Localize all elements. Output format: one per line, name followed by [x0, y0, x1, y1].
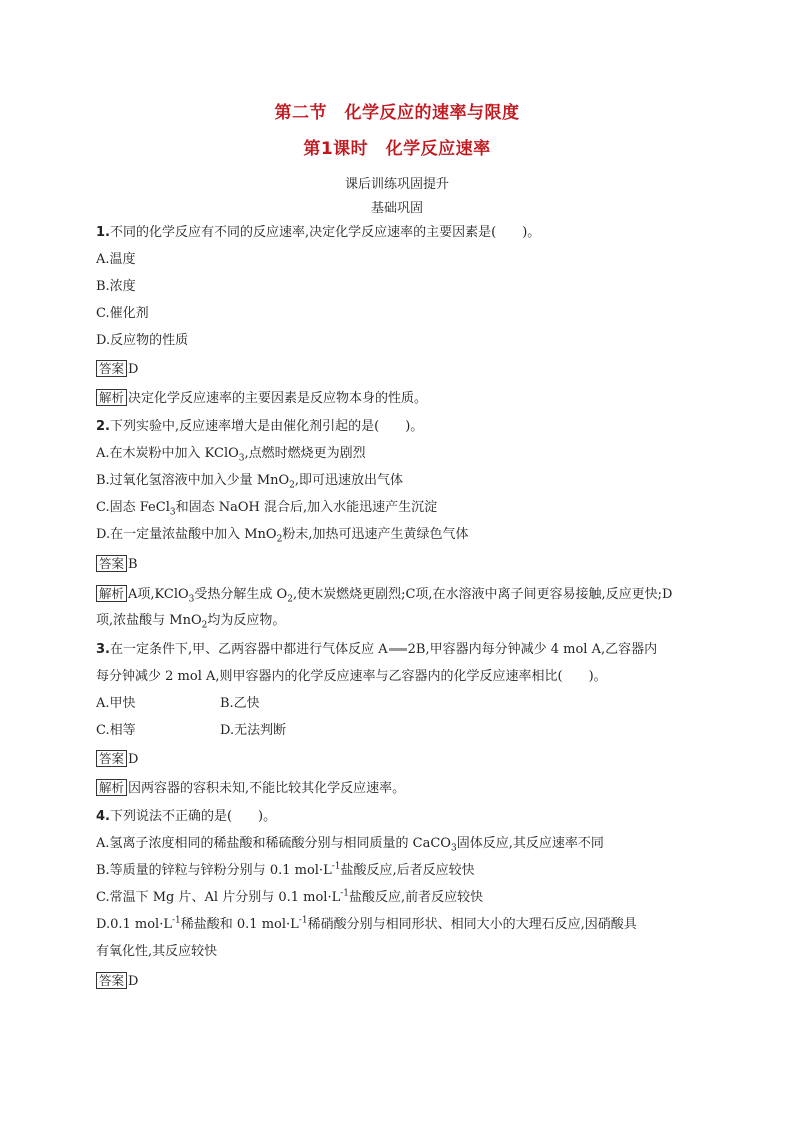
question-number: 3.	[96, 642, 110, 657]
q1-option-a: A.温度	[96, 252, 136, 267]
section-title: 第二节 化学反应的速率与限度	[274, 103, 520, 123]
analysis-label: 解析	[96, 389, 127, 406]
question-number: 4.	[96, 809, 110, 824]
answer-label: 答案	[96, 750, 127, 767]
q1-analysis: 解析 决定化学反应速率的主要因素是反应物本身的性质。	[96, 389, 706, 408]
q4-option-a: A.氢离子浓度相同的稀盐酸和稀硫酸分别与相同质量的 CaCO$_3$固体反应,其反应速率不同	[96, 836, 604, 854]
q1-option-b: B.浓度	[96, 279, 136, 294]
q3-option-b: B.乙快	[220, 696, 260, 711]
practice-subtitle: 课后训练巩固提升	[344, 177, 449, 192]
q1-answer: 答案 D	[96, 360, 706, 379]
answer-label: 答案	[96, 555, 127, 572]
q2-option-a: A.在木炭粉中加入 KClO$_3$,点燃时燃烧更为剧烈	[96, 446, 366, 464]
question-number: 2.	[96, 419, 110, 434]
q2-analysis-line-1: 解析 A项,KClO$_3$受热分解生成 $O_2$,使木炭燃烧更剧烈;C项,在水溶液中离子间更容易接触,反应更快;D	[96, 585, 706, 604]
q3-options-row-2	[96, 722, 706, 740]
q4-option-d-line-2: 有氧化性,其反应较快	[96, 944, 218, 959]
question-4-stem: 4.下列说法不正确的是( )。	[96, 809, 277, 824]
q1-option-d: D.反应物的性质	[96, 333, 189, 348]
q3-analysis: 解析 因两容器的容积未知,不能比较其化学反应速率。	[96, 779, 706, 798]
q2-option-c: C.固态 FeCl$_3$和固态 NaOH 混合后,加入水能迅速产生沉淀	[96, 500, 438, 518]
q2-analysis-line-2: 项,浓盐酸与 MnO$_2$均为反应物。	[96, 613, 286, 631]
analysis-label: 解析	[96, 779, 127, 796]
q4-option-d-line-1: D.0.1 $mol\cdot L^{-1}$稀盐酸和 0.1 $mol\cdot L^{-1}$稀硝酸分别与相同形状、相同大小的大理石反应,因硝酸具	[96, 915, 637, 932]
q4-option-c: C.常温下 Mg 片、Al 片分别与 0.1 $mol\cdot L^{-1}$盐酸反应,前者反应较快	[96, 888, 484, 905]
q4-answer: 答案 D	[96, 972, 706, 991]
basic-section-heading: 基础巩固	[370, 201, 423, 216]
question-number: 1.	[96, 225, 110, 240]
q3-options-row-1	[96, 695, 706, 713]
q3-answer: 答案 D	[96, 750, 706, 769]
question-1-stem: 1.不同的化学反应有不同的反应速率,决定化学反应速率的主要因素是( )。	[96, 225, 541, 240]
q2-answer: 答案 B	[96, 555, 706, 574]
answer-label: 答案	[96, 972, 127, 989]
q3-option-d: D.无法判断	[220, 723, 287, 738]
question-3-stem-line-2: 每分钟减少 2 mol A,则甲容器内的化学反应速率与乙容器内的化学反应速率相比( )。	[96, 669, 607, 684]
q3-option-c: C.相等	[96, 723, 136, 738]
reaction-arrow-icon	[389, 648, 407, 651]
question-3-stem-line-1: 3.在一定条件下,甲、乙两容器中都进行气体反应 A 2B,甲容器内每分钟减少 4 mol A,乙容器内	[96, 642, 658, 657]
q1-option-c: C.催化剂	[96, 306, 149, 321]
q2-option-d: D.在一定量浓盐酸中加入 MnO$_2$粉末,加热可迅速产生黄绿色气体	[96, 527, 469, 545]
lesson-title: 第1课时 化学反应速率	[303, 139, 491, 159]
q4-option-b: B.等质量的锌粒与锌粉分别与 0.1 $mol\cdot L^{-1}$盐酸反应,后者反应较快	[96, 861, 475, 878]
question-2-stem: 2.下列实验中,反应速率增大是由催化剂引起的是( )。	[96, 419, 424, 434]
q3-option-a: A.甲快	[96, 696, 136, 711]
q2-option-b: B.过氧化氢溶液中加入少量 MnO$_2$,即可迅速放出气体	[96, 473, 404, 491]
answer-label: 答案	[96, 360, 127, 377]
analysis-label: 解析	[96, 585, 127, 602]
